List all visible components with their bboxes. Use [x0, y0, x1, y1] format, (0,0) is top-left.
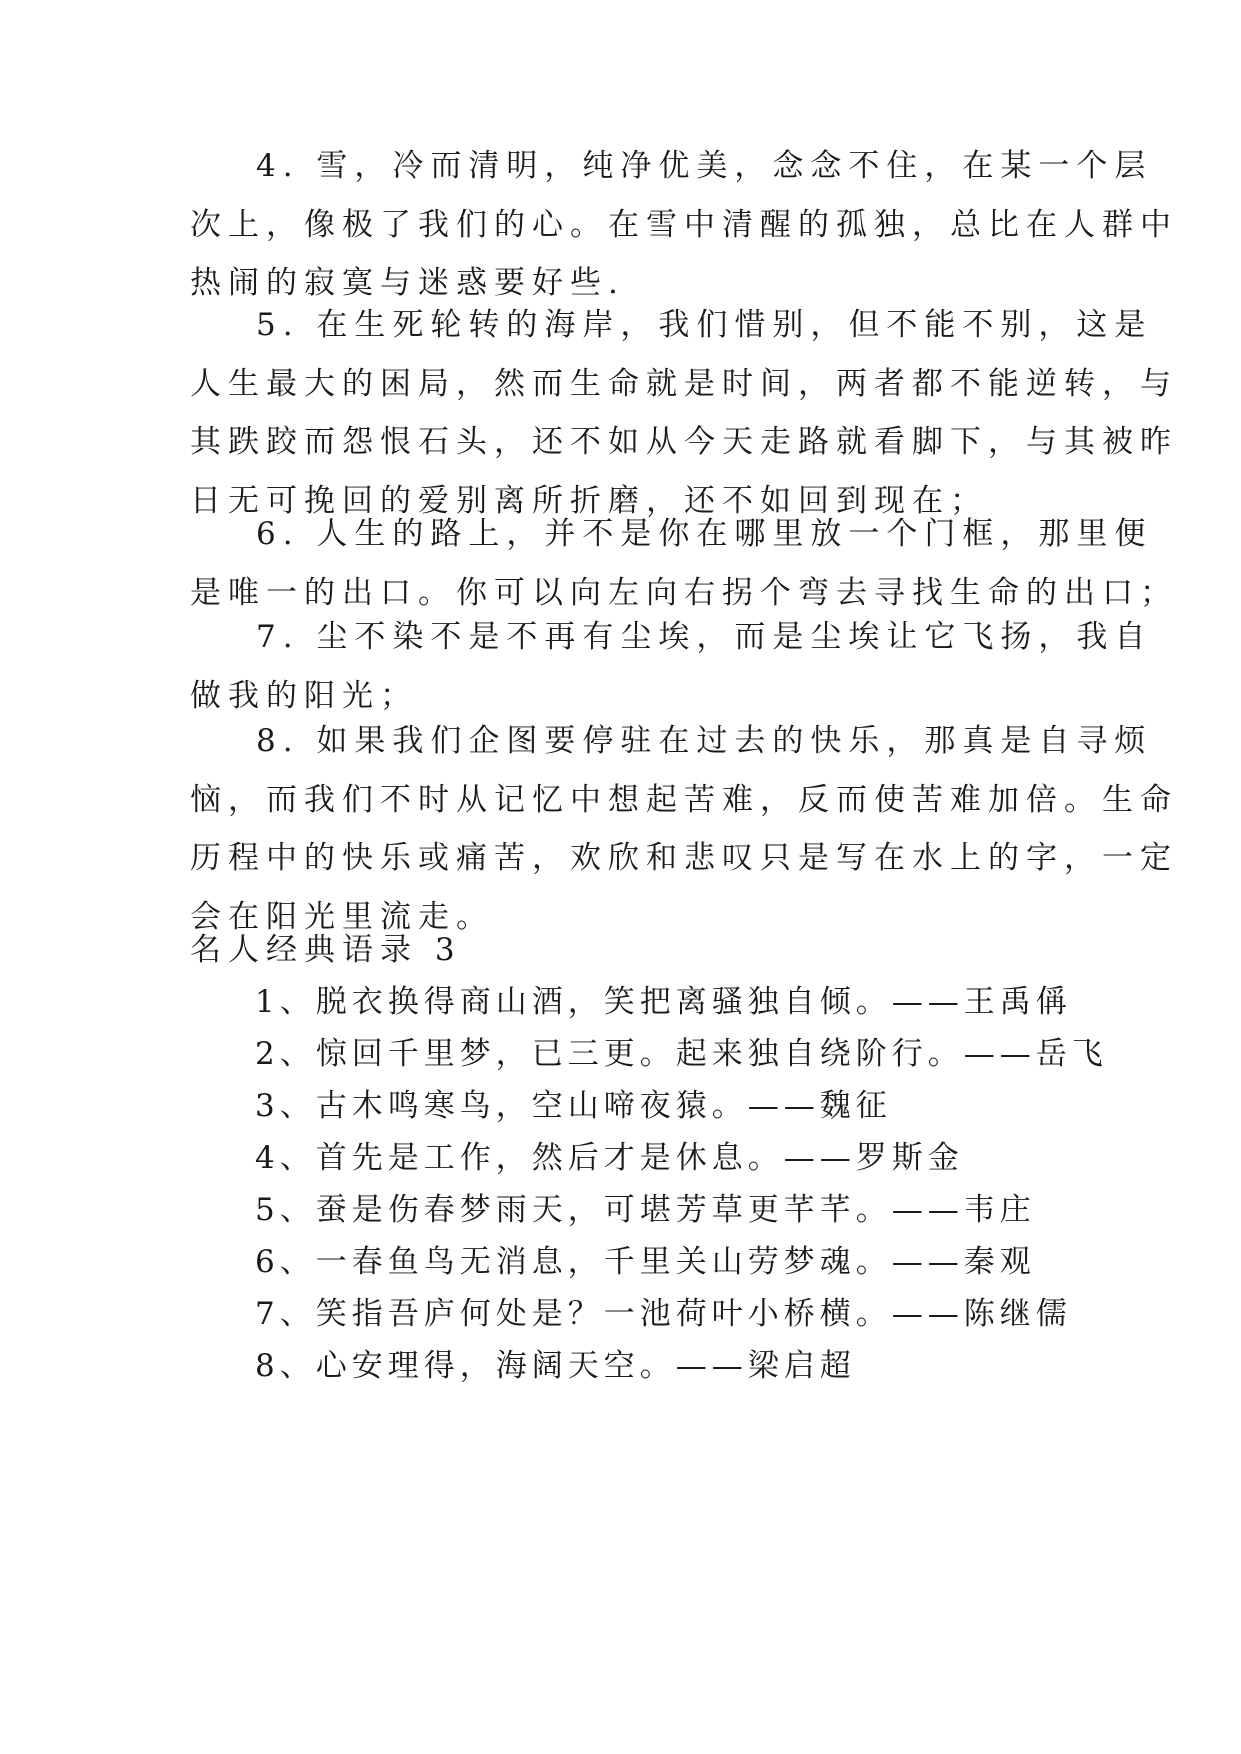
paragraph-line: 5. 在生死轮转的海岸，我们惜别，但不能不别，这是 [256, 307, 1153, 343]
paragraph-line: 恼，而我们不时从记忆中想起苦难，反而使苦难加倍。生命 [190, 781, 1178, 818]
paragraph-6 [190, 505, 1178, 622]
paragraph-line: 8. 如果我们企图要停驻在过去的快乐，那真是自寻烦 [256, 723, 1153, 759]
paragraph-line: 6. 人生的路上，并不是你在哪里放一个门框，那里便 [256, 516, 1153, 552]
paragraph-line: 做我的阳光； [190, 677, 418, 714]
paragraph-line: 是唯一的出口。你可以向左向右拐个弯去寻找生命的出口； [190, 574, 1178, 611]
quote-item: 6、一春鱼鸟无消息，千里关山劳梦魂。——秦观 [255, 1244, 1036, 1280]
paragraph-line: 热闹的寂寞与迷惑要好些. [190, 265, 625, 301]
paragraph-line: 4. 雪，冷而清明，纯净优美，念念不住，在某一个层 [256, 148, 1153, 184]
quote-item: 2、惊回千里梦，已三更。起来独自绕阶行。——岳飞 [255, 1036, 1108, 1072]
paragraph-line: 次上，像极了我们的心。在雪中清醒的孤独，总比在人群中 [190, 206, 1178, 243]
quote-item: 4、首先是工作，然后才是休息。——罗斯金 [255, 1140, 964, 1176]
paragraph-line: 历程中的快乐或痛苦，欢欣和悲叹只是写在水上的字，一定 [190, 840, 1178, 876]
paragraph-7 [190, 608, 1153, 725]
quote-item: 1、脱衣换得商山酒，笑把离骚独自倾。——王禹偁 [255, 984, 1072, 1020]
paragraph-line: 会在阳光里流走。 [190, 898, 494, 935]
paragraph-line: 人生最大的困局，然而生命就是时间，两者都不能逆转，与 [190, 365, 1178, 402]
paragraph-5 [190, 296, 1178, 530]
paragraph-4 [190, 137, 1178, 313]
paragraph-line: 7. 尘不染不是不再有尘埃，而是尘埃让它飞扬，我自 [256, 619, 1153, 655]
quote-item: 7、笑指吾庐何处是？一池荷叶小桥横。——陈继儒 [255, 1296, 1072, 1332]
section-heading: 名人经典语录 3 [190, 932, 462, 968]
quote-item: 8、心安理得，海阔天空。——梁启超 [255, 1348, 856, 1384]
paragraph-8 [190, 712, 1178, 946]
quote-item: 3、古木鸣寒鸟，空山啼夜猿。——魏征 [255, 1088, 892, 1124]
paragraph-line: 日无可挽回的爱别离所折磨，还不如回到现在； [190, 482, 988, 519]
paragraph-line: 其跌跤而怨恨石头，还不如从今天走路就看脚下，与其被昨 [190, 424, 1178, 460]
quote-item: 5、蚕是伤春梦雨天，可堪芳草更芊芊。——韦庄 [255, 1192, 1036, 1228]
